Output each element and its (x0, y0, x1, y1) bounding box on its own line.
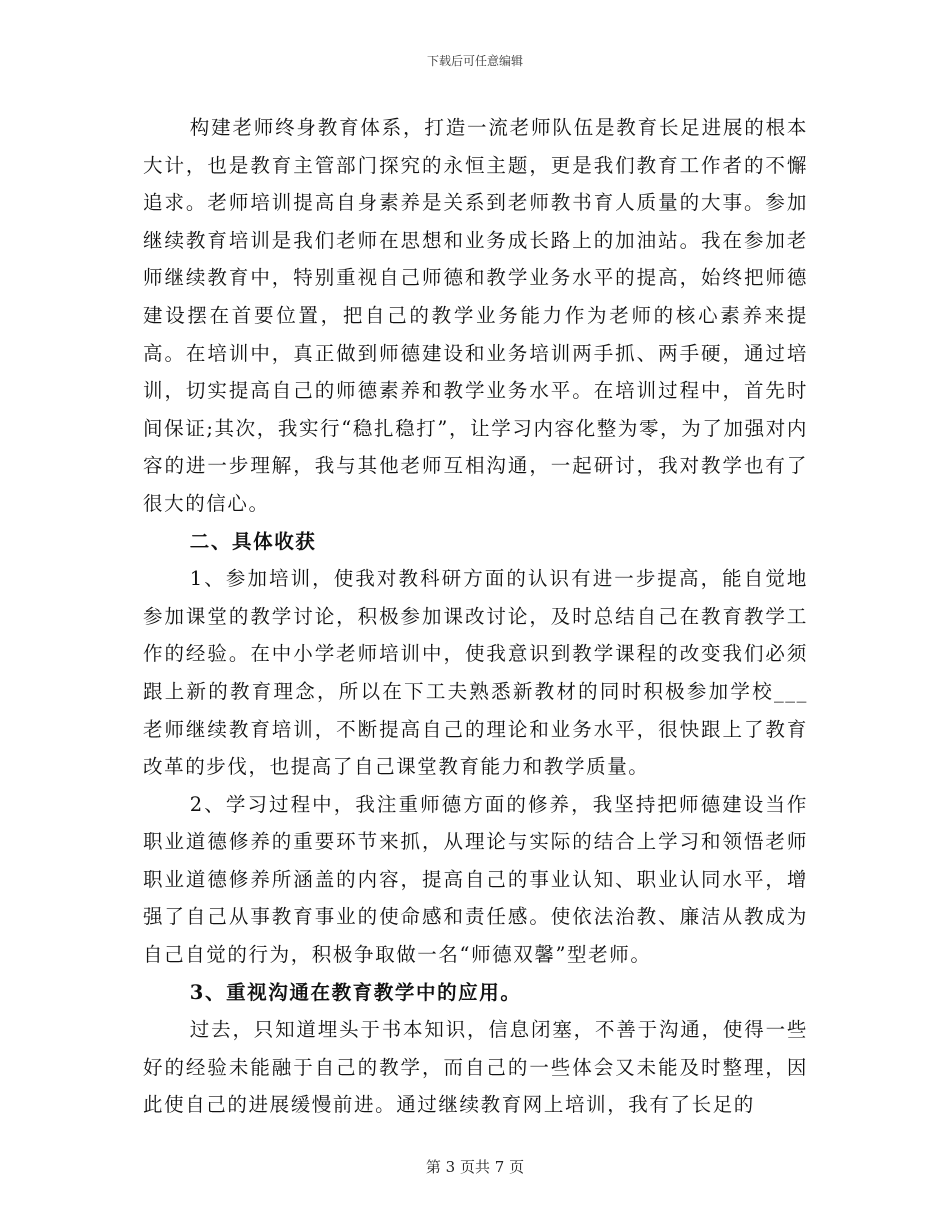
page-number: 第 3 页共 7 页 (425, 1158, 525, 1176)
body-paragraph: 2、学习过程中，我注重师德方面的修养，我坚持把师德建设当作职业道德修养的重要环节来抓，从理论与实际的结合上学习和领悟老师职业道德修养所涵盖的内容，提高自己的事业认知、职业认同水平，增强了自己从事教育事业的使命感和责任感。使依法治教、廉洁从教成为自己自觉的行为，积极争取做一名“师德双馨”型老师。 (143, 792, 808, 967)
page-header: 下载后可任意编辑 (426, 54, 523, 68)
section-heading: 二、具体收获 (189, 529, 317, 553)
body-paragraph: 1、参加培训，使我对教科研方面的认识有进一步提高，能自觉地参加课堂的教学讨论，积极参加课改讨论，及时总结自己在教育教学工作的经验。在中小学老师培训中，使我意识到教学课程的改变我们必须跟上新的教育理念，所以在下工夫熟悉新教材的同时积极参加学校___老师继续教育培训，不断提高自己的理论和业务水平，很快跟上了教育改革的步伐，也提高了自己课堂教育能力和教学质量。 (143, 567, 808, 779)
body-paragraph: 构建老师终身教育体系，打造一流老师队伍是教育长足进展的根本大计，也是教育主管部门探究的永恒主题，更是我们教育工作者的不懈追求。老师培训提高自身素养是关系到老师教书育人质量的大事。参加继续教育培训是我们老师在思想和业务成长路上的加油站。我在参加老师继续教育中，特别重视自己师德和教学业务水平的提高，始终把师德建设摆在首要位置，把自己的教学业务能力作为老师的核心素养来提高。在培训中，真正做到师德建设和业务培训两手抓、两手硬，通过培训，切实提高自己的师德素养和教学业务水平。在培训过程中，首先时间保证;其次，我实行“稳扎稳打”，让学习内容化整为零，为了加强对内容的进一步理解，我与其他老师互相沟通，一起研讨，我对教学也有了很大的信心。 (143, 116, 808, 515)
body-paragraph: 过去，只知道埋头于书本知识，信息闭塞，不善于沟通，使得一些好的经验未能融于自己的教学，而自己的一些体会又未能及时整理，因此使自己的进展缓慢前进。通过继续教育网上培训，我有了长足的 (143, 1018, 808, 1117)
document-body (143, 109, 808, 1124)
section-heading: 3、重视沟通在教育教学中的应用。 (189, 980, 522, 1004)
